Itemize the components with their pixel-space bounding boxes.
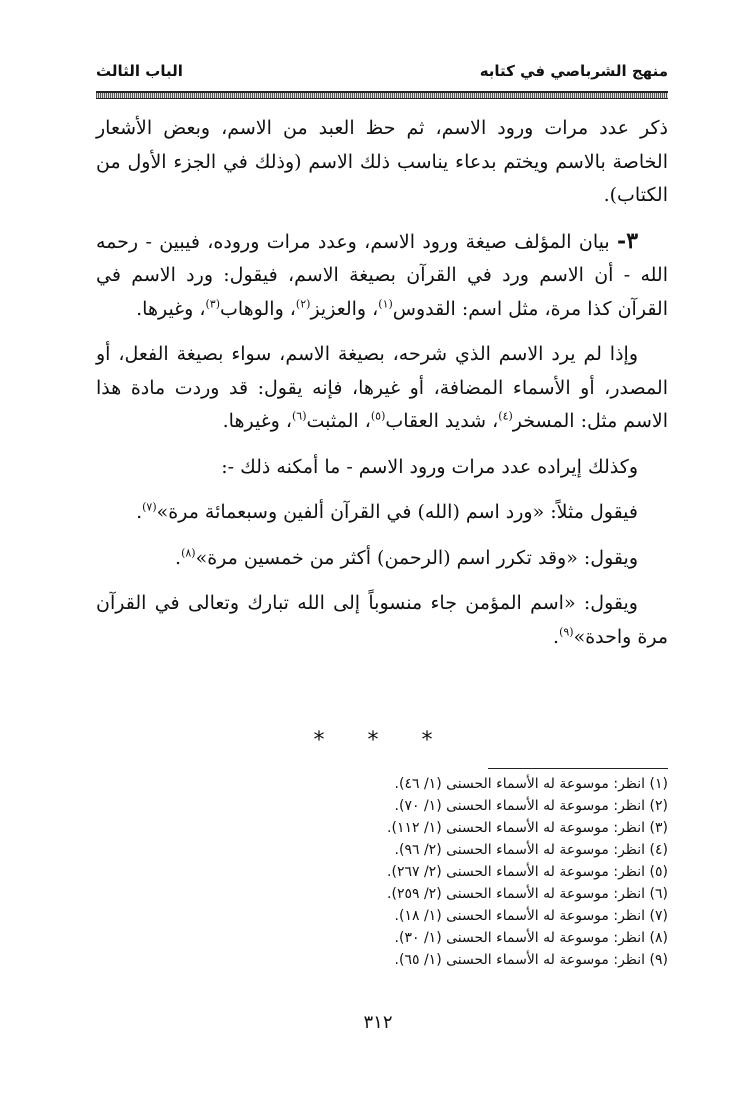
paragraph-5 bbox=[96, 496, 668, 530]
footnote-ref-3: (٣) bbox=[205, 297, 220, 311]
paragraph-2 bbox=[96, 225, 668, 327]
section-separator: * * * bbox=[313, 728, 451, 753]
footnote-ref-1: (١) bbox=[378, 297, 393, 311]
footnote-ref-4: (٤) bbox=[498, 409, 513, 423]
footnote-ref-5: (٥) bbox=[370, 409, 386, 423]
paragraph-6-text: ويقول: «وقد تكرر اسم (الرحمن) أكثر من خمسين مرة» bbox=[195, 546, 638, 569]
paragraph-3-mid-2: ، المثبت bbox=[306, 410, 371, 432]
footnote-item: (١) انظر: موسوعة له الأسماء الحسنى (١/ ٤٦). bbox=[394, 776, 668, 792]
running-header bbox=[96, 58, 668, 88]
paragraph-7-end: . bbox=[553, 625, 560, 648]
paragraph-3-mid-1: ، شديد العقاب bbox=[385, 410, 499, 432]
footnote-ref-8: (٨) bbox=[181, 546, 196, 560]
main-text bbox=[96, 112, 668, 666]
item-number: ٣- bbox=[617, 227, 639, 254]
footnote-item: (٩) انظر: موسوعة له الأسماء الحسنى (١/ ٦٥). bbox=[394, 952, 668, 968]
footnote-ref-7: (٧) bbox=[142, 500, 157, 514]
paragraph-1: ذكر عدد مرات ورود الاسم، ثم حظ العبد من الاسم، وبعض الأشعار الخاصة بالاسم ويختم بدعاء يناسب ذلك الاسم (وذلك في الجزء الأول من الكتاب). bbox=[96, 117, 668, 206]
footnote-item: (٢) انظر: موسوعة له الأسماء الحسنى (١/ ٧٠). bbox=[394, 798, 668, 814]
paragraph-3-end: ، وغيرها. bbox=[222, 410, 292, 432]
paragraph-7 bbox=[96, 587, 668, 654]
paragraph-2-mid-1: ، والعزيز bbox=[310, 297, 379, 320]
footnotes bbox=[96, 773, 668, 971]
page-number: ٣١٢ bbox=[363, 1012, 393, 1033]
paragraph-2-mid-2: ، والوهاب bbox=[219, 297, 296, 320]
footnote-rule bbox=[488, 768, 668, 769]
paragraph-7-text: ويقول: «اسم المؤمن جاء منسوباً إلى الله تبارك وتعالى في القرآن مرة واحدة» bbox=[96, 592, 668, 648]
paragraph-6-end: . bbox=[175, 546, 182, 569]
paragraph-4: وكذلك إيراده عدد مرات ورود الاسم - ما أمكنه ذلك -: bbox=[221, 455, 638, 478]
chapter-title: الباب الثالث bbox=[96, 62, 183, 80]
footnote-ref-2: (٢) bbox=[295, 297, 311, 311]
paragraph-3 bbox=[96, 338, 668, 439]
paragraph-6 bbox=[96, 542, 668, 576]
header-rule bbox=[96, 91, 668, 99]
footnote-item: (٧) انظر: موسوعة له الأسماء الحسنى (١/ ١٨). bbox=[394, 908, 668, 924]
footnote-ref-6: (٦) bbox=[291, 409, 307, 423]
paragraph-3-text: وإذا لم يرد الاسم الذي شرحه، بصيغة الاسم، سواء بصيغة الفعل، أو المصدر، أو الأسماء المضافة، أو غيرها، فإنه يقول: قد وردت مادة هذا الاسم مثل: المسخر bbox=[96, 343, 668, 432]
paragraph-5-end: . bbox=[136, 501, 143, 523]
book-title: منهج الشرباصي في كتابه bbox=[479, 62, 668, 80]
footnote-item: (٥) انظر: موسوعة له الأسماء الحسنى (٢/ ٢٦٧). bbox=[387, 864, 668, 880]
footnote-item: (٣) انظر: موسوعة له الأسماء الحسنى (١/ ١١٢). bbox=[387, 820, 668, 836]
paragraph-2-text: بيان المؤلف صيغة ورود الاسم، وعدد مرات وروده، فيبين - رحمه الله - أن الاسم ورد في القرآن بصيغة الاسم، فيقول: ورد الاسم في القرآن كذا مرة، مثل اسم: القدوس bbox=[96, 230, 668, 320]
footnote-ref-9: (٩) bbox=[559, 625, 574, 639]
footnote-item: (٨) انظر: موسوعة له الأسماء الحسنى (١/ ٣٠). bbox=[394, 930, 668, 946]
paragraph-2-end: ، وغيرها. bbox=[136, 297, 206, 320]
footnote-item: (٦) انظر: موسوعة له الأسماء الحسنى (٢/ ٢٥٩). bbox=[387, 886, 668, 902]
footnote-item: (٤) انظر: موسوعة له الأسماء الحسنى (٢/ ٩٦). bbox=[394, 842, 668, 858]
paragraph-5-text: فيقول مثلاً: «ورد اسم (الله) في القرآن ألفين وسبعمائة مرة» bbox=[156, 501, 638, 523]
